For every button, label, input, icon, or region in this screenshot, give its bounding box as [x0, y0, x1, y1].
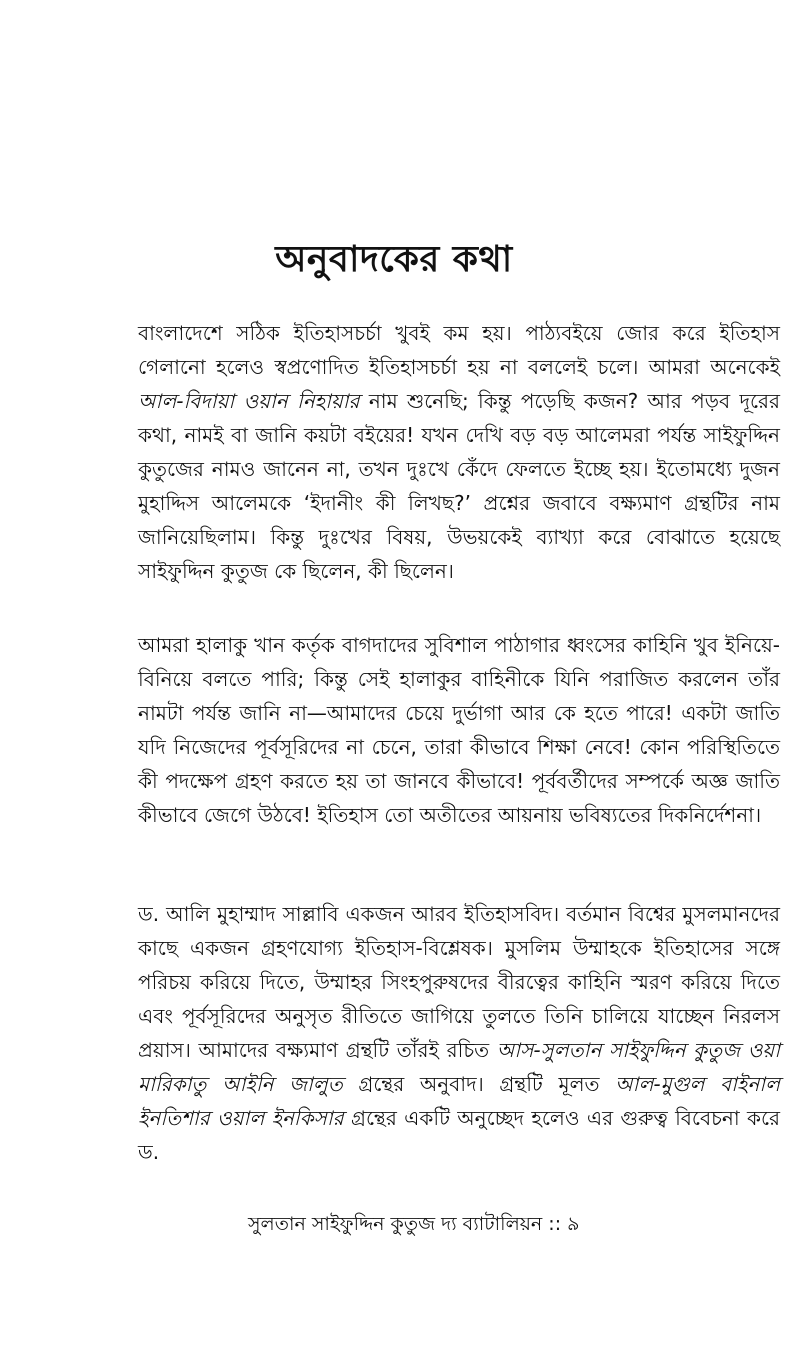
paragraph-1-text-a: বাংলাদেশে সঠিক ইতিহাসচর্চা খুবই কম হয়। পাঠ্যবইয়ে জোর করে ইতিহাস গেলানো হলেও স্বপ্রণোদিত ইতিহাসচর্চা হয় না বললেই চলে। আমরা অনেকেই [138, 321, 780, 379]
paragraph-3-text-c: গ্রন্থের অনুবাদ। গ্রন্থটি মূলত [342, 1072, 616, 1096]
paragraph-3-text-a: ড. আলি মুহাম্মাদ সাল্লাবি একজন আরব ইতিহাসবিদ। বর্তমান বিশ্বের মুসলমানদের কাছে একজন গ্রহণযোগ্য ইতিহাস-বিশ্লেষক। মুসলিম উম্মাহকে ইতিহাসের সঙ্গে পরিচয় করিয়ে দিতে, উম্মাহর সিংহপুরুষদের বীরত্বের কাহিনি স্মরণ করিয়ে দিতে এবং পূর্বসূরিদের অনুসৃত রীতিতে জাগিয়ে তুলতে তিনি চালিয়ে যাচ্ছেন নিরলস প্রয়াস। আমাদের বক্ষ্যমাণ গ্রন্থটি তাঁরই রচিত [138, 902, 780, 1062]
paragraph-3-text-e: গ্রন্থের একটি অনুচ্ছেদ হলেও এর গুরুত্ব বিবেচনা করে ড. [138, 1106, 780, 1164]
book-title-al-bidaya: আল-বিদায়া ওয়ান নিহায়ার [138, 389, 360, 413]
book-title-as-sultan: আস-সুলতান সাইফুদ্দিন কুতুজ ওয়া মারিকাতু আইনি জালুত [138, 1038, 781, 1096]
book-title-al-mughul: আল-মুগুল বাইনাল ইনতিশার ওয়াল ইনকিসার [138, 1072, 781, 1130]
paragraph-1 [138, 316, 780, 588]
paragraph-2: আমরা হালাকু খান কর্তৃক বাগদাদের সুবিশাল পাঠাগার ধ্বংসের কাহিনি খুব ইনিয়ে-বিনিয়ে বলতে পারি; কিন্তু সেই হালাকুর বাহিনীকে যিনি পরাজিত করলেন তাঁর নামটা পর্যন্ত জানি না—আমাদের চেয়ে দুর্ভাগা আর কে হতে পারে! একটা জাতি যদি নিজেদের পূর্বসূরিদের না চেনে, তারা কীভাবে শিক্ষা নেবে! কোন পরিস্থিতিতে কী পদক্ষেপ গ্রহণ করতে হয় তা জানবে কীভাবে! পূর্ববর্তীদের সম্পর্কে অজ্ঞ জাতি কীভাবে জেগে উঠবে! ইতিহাস তো অতীতের আয়নায় ভবিষ্যতের দিকনির্দেশনা। [138, 633, 780, 827]
paragraph-3 [138, 897, 780, 1169]
paragraph-1-text-c: নাম শুনেছি; কিন্তু পড়েছি কজন? আর পড়ব দূরের কথা, নামই বা জানি কয়টা বইয়ের! যখন দেখি বড় বড় আলেমরা পর্যন্ত সাইফুদ্দিন কুতুজের নামও জানেন না, তখন দুঃখে কেঁদে ফেলতে ইচ্ছে হয়। ইতোমধ্যে দুজন মুহাদ্দিস আলেমকে ‘ইদানীং কী লিখছ?’ প্রশ্নের জবাবে বক্ষ্যমাণ গ্রন্থটির নাম জানিয়েছিলাম। কিন্তু দুঃখের বিষয়, উভয়কেই ব্যাখ্যা করে বোঝাতে হয়েছে সাইফুদ্দিন কুতুজ কে ছিলেন, কী ছিলেন। [138, 389, 780, 583]
page-title: অনুবাদকের কথা [275, 239, 513, 280]
page-footer: সুলতান সাইফুদ্দিন কুতুজ দ্য ব্যাটালিয়ন :: ৯ [248, 1213, 580, 1235]
